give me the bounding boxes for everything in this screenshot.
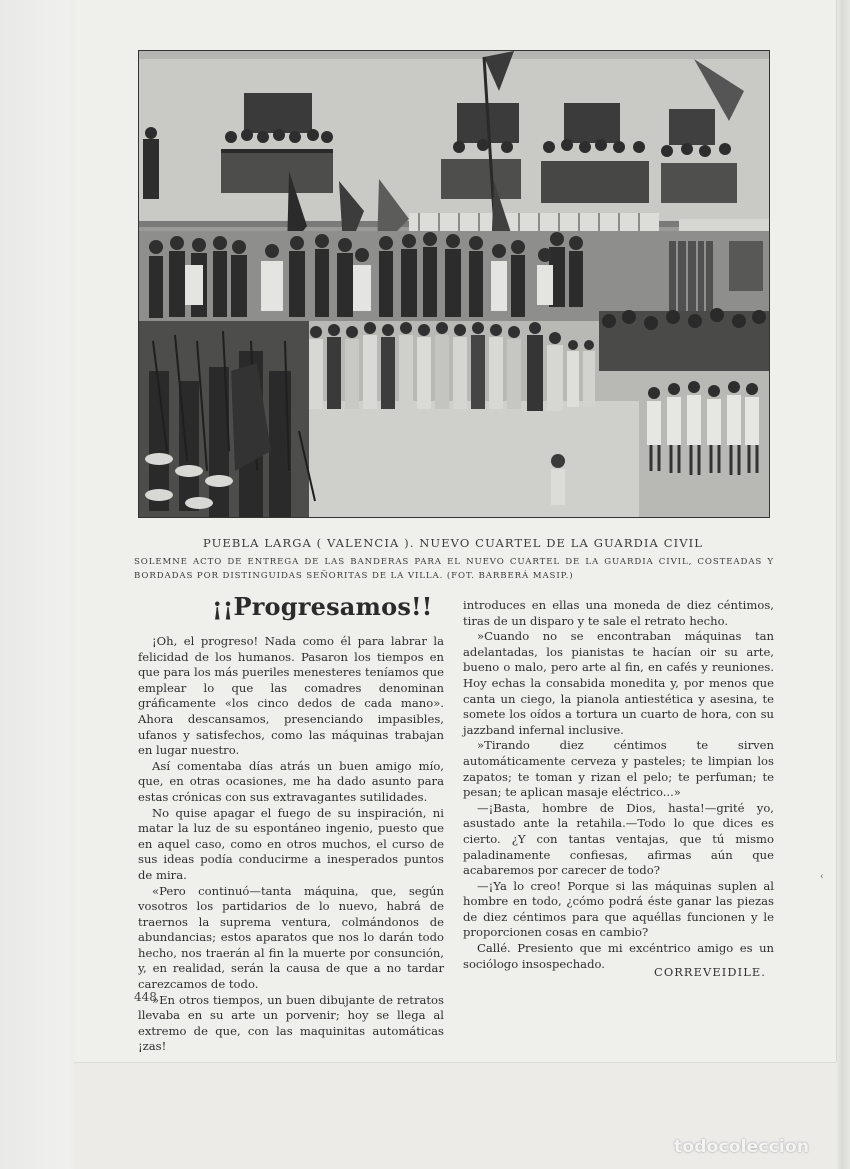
article-paragraph: —¡Basta, hombre de Dios, hasta!—grité yo, asustado ante la retahila.—Todo lo que dices es cierto. ¿Y con tantas ventajas, que tú mismo paladinamente confiesas, afirmas aún que acabaremos por carecer de todo? [463, 800, 774, 878]
article-paragraph: «Pero continuó—tanta máquina, que, según vosotros los partidarios de lo nuevo, habrá de traernos la suprema ventura, colmándonos de abundancias; estos aparatos que nos lo darán todo hecho, nos traerán al fin la muerte por consunción, y, en realidad, serán la causa de que a no tardar carezcamos de todo. [138, 883, 444, 992]
site-watermark: todocoleccion [674, 1137, 810, 1157]
photo-caption-subtitle: SOLEMNE ACTO DE ENTREGA DE LAS BANDERAS PARA EL NUEVO CUARTEL DE LA GUARDIA CIVIL, COSTEADAS Y BORDADAS POR DISTINGUIDAS SEÑORITAS DE LA VILLA. (FOT. BARBERÁ MASIP.) [134, 557, 774, 581]
article-paragraph: No quise apagar el fuego de su inspiración, ni matar la luz de su espontáneo ingenio, puesto que en aquel caso, como en otros muchos, el curso de sus ideas podía conducirme a inesperados puntos de mira. [138, 805, 444, 882]
article-paragraph: Callé. Presiento que mi excéntrico amigo es un sociólogo insospechado. [463, 941, 774, 971]
photo-caption-title: PUEBLA LARGA ( VALENCIA ). NUEVO CUARTEL DE LA GUARDIA CIVIL [202, 536, 704, 550]
article-column-right [463, 598, 774, 972]
article-paragraph: introduces en ellas una moneda de diez céntimos, tiras de un disparo y te sale el retrato hecho. [463, 598, 774, 628]
page-number: 448 [134, 990, 157, 1004]
event-photograph [138, 50, 770, 518]
article-paragraph: »Tirando diez céntimos te sirven automáticamente cerveza y pasteles; te limpian los zapatos; te toman y rizan el pelo; te perfuman; te pesan; te aplican masaje eléctrico...» [463, 738, 774, 800]
article-paragraph: »En otros tiempos, un buen dibujante de retratos llevaba en su arte un porvenir; hoy se llega al extremo de que, con las maquinitas automáticas ¡zas! [138, 992, 444, 1054]
margin-mark: ‹ [820, 872, 824, 882]
article-paragraph: —¡Ya lo creo! Porque si las máquinas suplen al hombre en todo, ¿cómo podrá éste ganar las piezas de diez céntimos para que aquéllas funcionen y le proporcionen cosas en cambio? [463, 878, 774, 940]
article-paragraph: Así comentaba días atrás un buen amigo mío, que, en otras ocasiones, me ha dado asunto para estas crónicas con sus extravagantes sutilidades. [138, 758, 444, 804]
author-signature: CORREVEIDILE. [654, 965, 766, 979]
article-paragraph: ¡Oh, el progreso! Nada como él para labrar la felicidad de los humanos. Pasaron los tiempos en que para los más pueriles menesteres teníamos que emplear lo que las comadres denominan gráficamente «los cinco dedos de cada mano». Ahora descansamos, presenciando impasibles, ufanos y satisfechos, como las máquinas trabajan en lugar nuestro. [138, 634, 444, 758]
article-paragraph: »Cuando no se encontraban máquinas tan adelantadas, los pianistas te hacían oir su arte, bueno o malo, pero arte al fin, en cafés y reuniones. Hoy echas la consabida monedita y, por menos que canta un ciego, la pianola antiestética y asesina, te somete los oídos a tortura un cuarto de hora, con su jazzband infernal inclusive. [463, 629, 774, 737]
article-headline: ¡¡Progresamos!! [212, 592, 433, 621]
article-column-left [138, 634, 444, 1055]
